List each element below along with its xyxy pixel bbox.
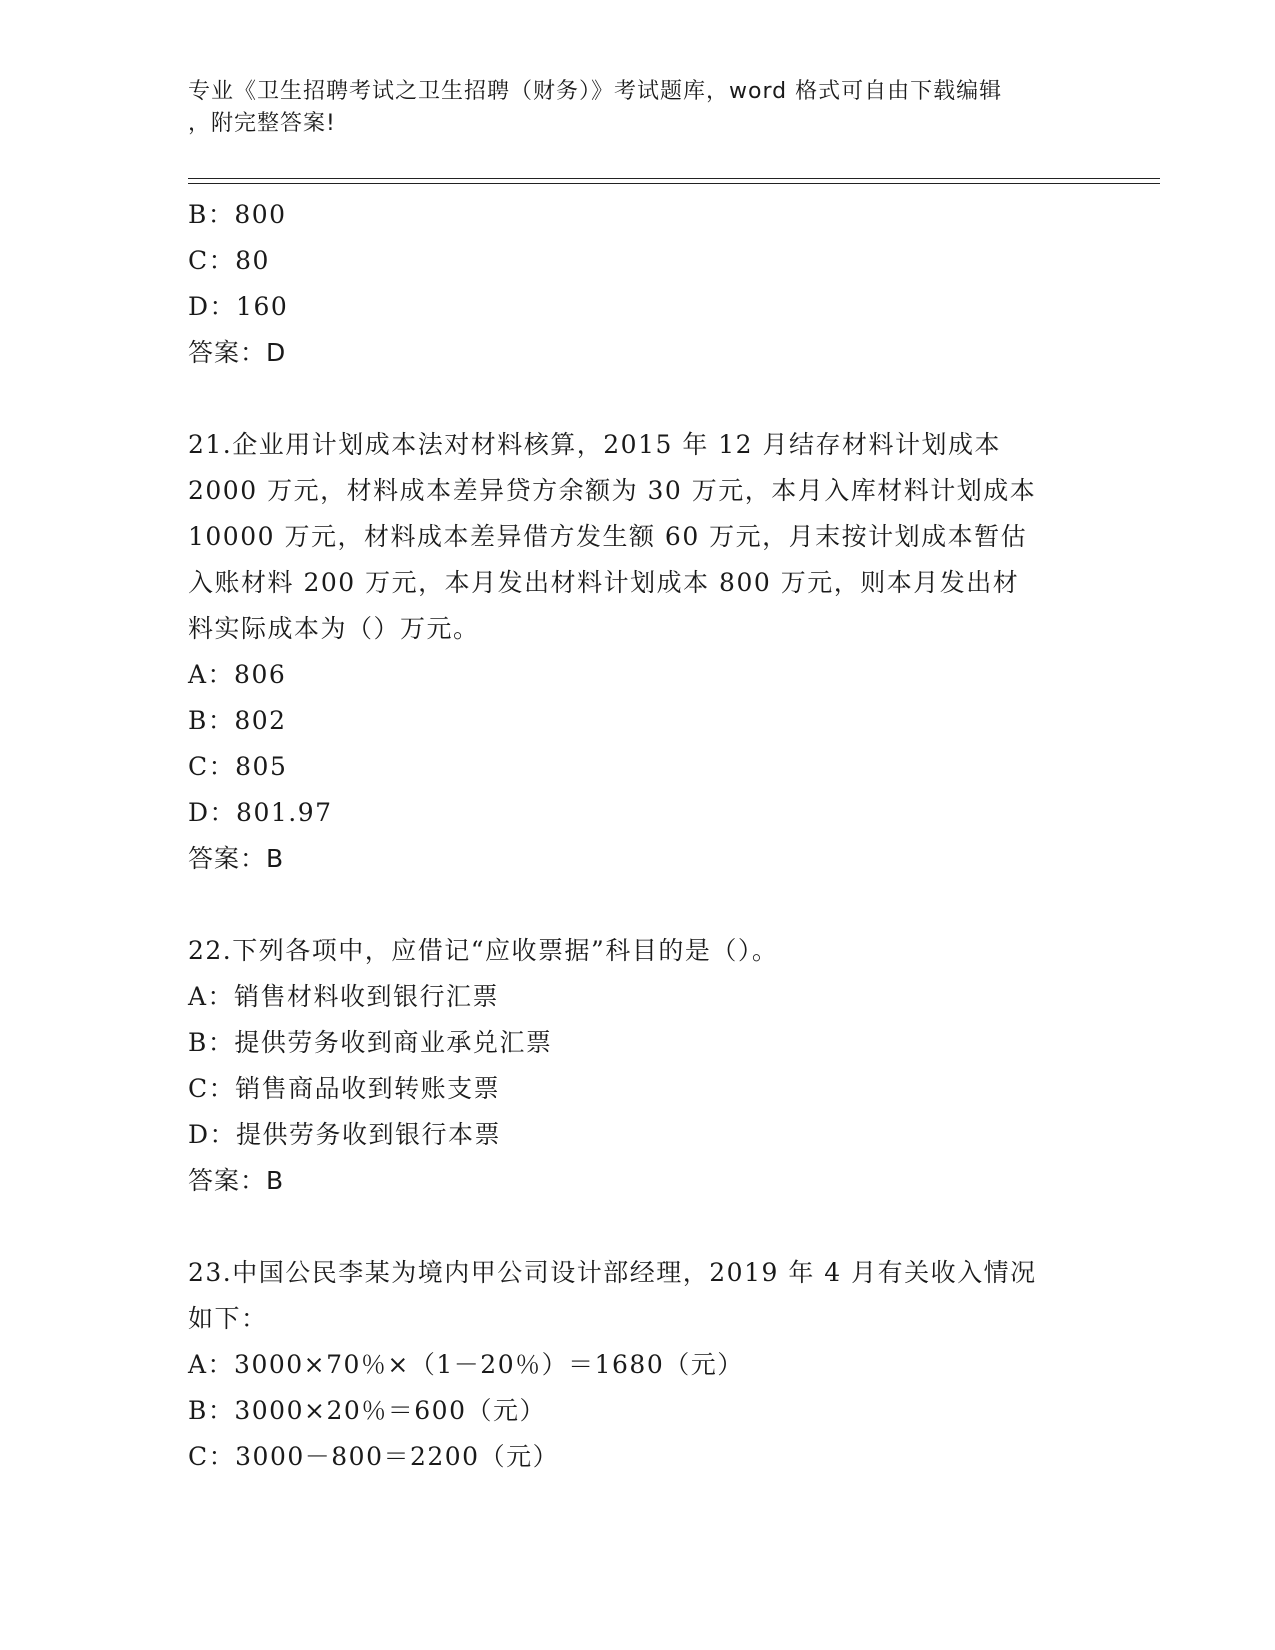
question-text-line: 如下：: [188, 1304, 268, 1333]
question-text-line: 23.中国公民李某为境内甲公司设计部经理，2019 年 4 月有关收入情况: [188, 1258, 1037, 1287]
question-text-line: 10000 万元，材料成本差异借方发生额 60 万元，月末按计划成本暂估: [188, 522, 1028, 551]
option-c: C：销售商品收到转账支票: [188, 1074, 501, 1103]
option-a: A：806: [188, 660, 287, 689]
question-text-line: 入账材料 200 万元，本月发出材料计划成本 800 万元，则本月发出材: [188, 568, 1020, 597]
question-text-line: 料实际成本为（）万元。: [188, 614, 480, 643]
question-text-line: 22.下列各项中，应借记“应收票据”科目的是（）。: [188, 936, 779, 965]
header-line-2: ，附完整答案!: [188, 111, 336, 136]
option-d: D：提供劳务收到银行本票: [188, 1120, 502, 1149]
answer: 答案：D: [188, 338, 287, 367]
question-text-line: 2000 万元，材料成本差异贷方余额为 30 万元，本月入库材料计划成本: [188, 476, 1037, 505]
answer: 答案：B: [188, 844, 285, 873]
document-header: [188, 76, 1088, 140]
option-b: B：802: [188, 706, 287, 735]
question-20-tail: [188, 192, 1088, 376]
spacer: [188, 376, 1088, 422]
question-22: [188, 928, 1088, 1204]
option-c: C：80: [188, 246, 270, 275]
option-d: D：801.97: [188, 798, 333, 827]
answer: 答案：B: [188, 1166, 285, 1195]
option-b: B：3000×20％＝600（元）: [188, 1396, 546, 1425]
question-21: [188, 422, 1088, 882]
header-rule-top: [188, 178, 1160, 179]
document-body: [188, 192, 1088, 1480]
question-23: [188, 1250, 1088, 1480]
option-a: A：销售材料收到银行汇票: [188, 982, 500, 1011]
option-d: D：160: [188, 292, 289, 321]
option-b: B：800: [188, 200, 287, 229]
question-text-line: 21.企业用计划成本法对材料核算，2015 年 12 月结存材料计划成本: [188, 430, 1002, 459]
option-a: A：3000×70％×（1－20％）＝1680（元）: [188, 1350, 744, 1379]
header-rule-bottom: [188, 183, 1160, 184]
option-b: B：提供劳务收到商业承兑汇票: [188, 1028, 553, 1057]
header-line-1: 专业《卫生招聘考试之卫生招聘（财务）》考试题库，word 格式可自由下载编辑: [188, 79, 1003, 104]
option-c: C：3000－800＝2200（元）: [188, 1442, 560, 1471]
spacer: [188, 1204, 1088, 1250]
option-c: C：805: [188, 752, 288, 781]
spacer: [188, 882, 1088, 928]
